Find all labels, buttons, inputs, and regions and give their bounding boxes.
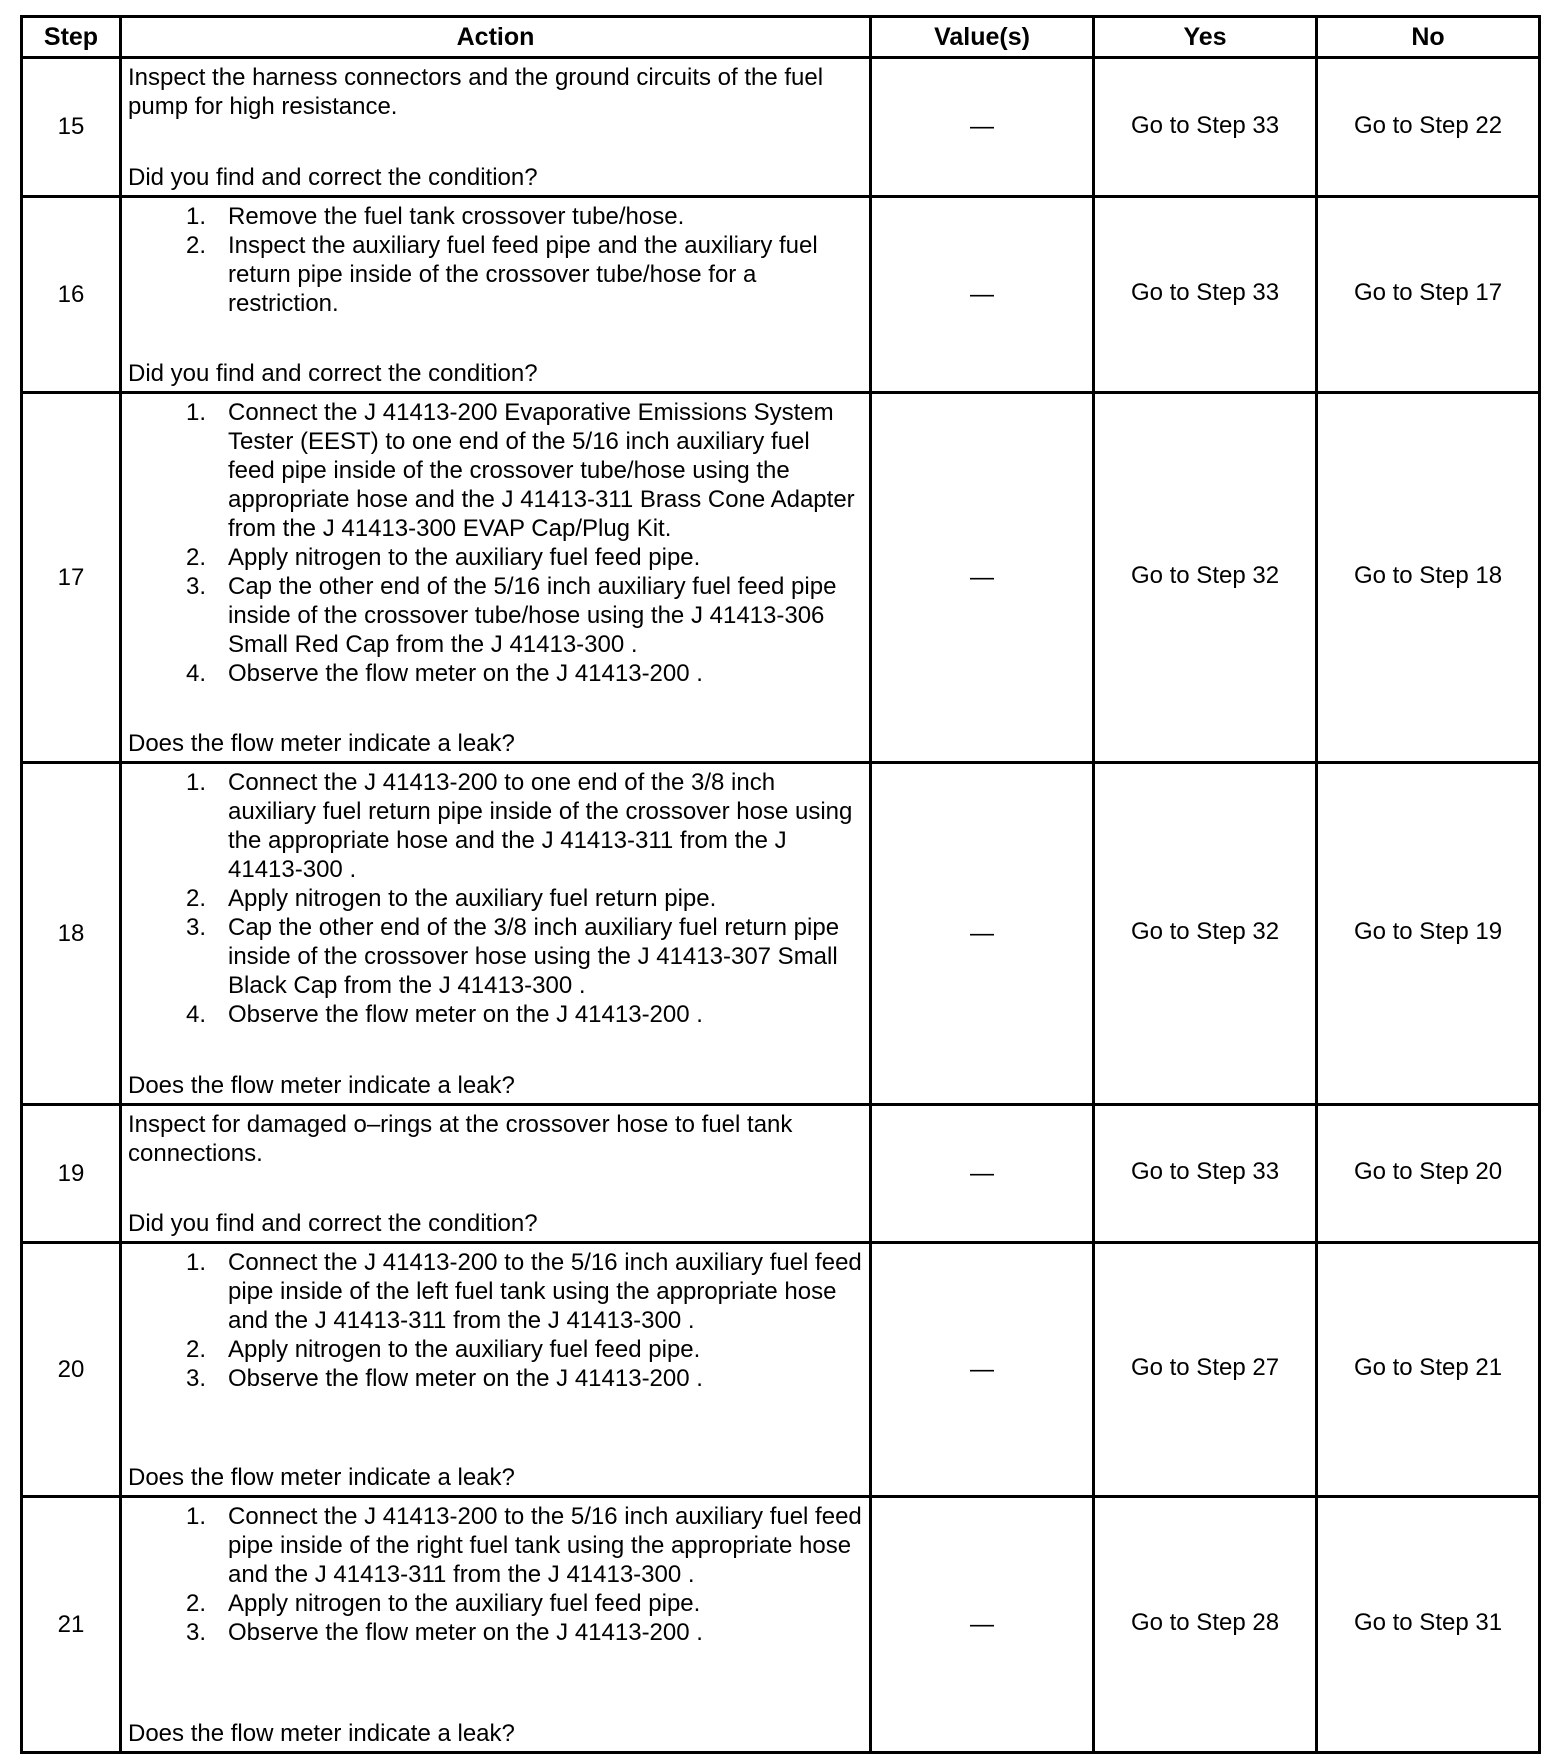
yes-go-to-step: Go to Step 28	[1130, 1609, 1280, 1636]
action-instructions	[128, 1110, 863, 1168]
action-content	[122, 198, 869, 391]
list-item-text: Observe the flow meter on the J 41413-200 .	[228, 660, 703, 687]
list-item-text: Connect the J 41413-200 to the 5/16 inch auxiliary fuel feed pipe inside of the right fuel tank using the appropriate hose and the J 41413-311 from the J 41413-300 .	[228, 1503, 862, 1588]
yes-go-to-step: Go to Step 33	[1130, 1158, 1280, 1185]
yes-cell	[1094, 197, 1317, 393]
step-number: 19	[22, 1105, 121, 1243]
action-content	[122, 59, 869, 195]
action-intro: Inspect the harness connectors and the ground circuits of the fuel pump for high resistance.	[128, 64, 824, 120]
action-cell	[121, 393, 871, 763]
yes-cell	[1094, 393, 1317, 763]
action-question: Did you find and correct the condition?	[128, 164, 538, 191]
action-instructions	[128, 398, 863, 688]
action-step-list	[128, 398, 863, 688]
table-row	[22, 197, 1540, 393]
action-instructions	[128, 1502, 863, 1647]
list-item-number: 1.	[185, 399, 206, 426]
table-row	[22, 1243, 1540, 1497]
list-item-number: 4.	[185, 1001, 206, 1028]
step-number: 21	[22, 1497, 121, 1753]
no-cell	[1317, 393, 1540, 763]
action-instructions	[128, 63, 863, 121]
yes-cell	[1094, 1105, 1317, 1243]
table-row	[22, 393, 1540, 763]
list-item	[128, 1000, 863, 1029]
action-instructions	[128, 1248, 863, 1393]
list-item-text: Connect the J 41413-200 Evaporative Emissions System Tester (EEST) to one end of the 5/16 inch auxiliary fuel feed pipe inside of the crossover tube/hose using the appropriate hose and the J 41413-311 Brass Cone Adapter from the J 41413-300 EVAP Cap/Plug Kit.	[228, 399, 855, 542]
list-item-text: Apply nitrogen to the auxiliary fuel feed pipe.	[228, 1336, 701, 1363]
header-action: Action	[121, 17, 871, 58]
table-row	[22, 58, 1540, 197]
list-item-number: 2.	[185, 1590, 206, 1617]
value-cell: —	[871, 1105, 1094, 1243]
list-item	[128, 398, 863, 543]
no-cell	[1317, 58, 1540, 197]
action-cell	[121, 1497, 871, 1753]
action-cell	[121, 763, 871, 1105]
list-item-text: Connect the J 41413-200 to the 5/16 inch auxiliary fuel feed pipe inside of the left fuel tank using the appropriate hose and the J 41413-311 from the J 41413-300 .	[228, 1249, 862, 1334]
list-item-number: 3.	[185, 573, 206, 600]
no-cell	[1317, 197, 1540, 393]
list-item-number: 3.	[185, 914, 206, 941]
list-item-text: Apply nitrogen to the auxiliary fuel feed pipe.	[228, 544, 701, 571]
no-go-to-step: Go to Step 22	[1353, 111, 1503, 139]
list-item-text: Observe the flow meter on the J 41413-200 .	[228, 1365, 703, 1392]
table-row	[22, 1105, 1540, 1243]
no-cell	[1317, 1497, 1540, 1753]
action-question: Does the flow meter indicate a leak?	[128, 1720, 515, 1747]
list-item	[128, 202, 863, 231]
header-no: No	[1317, 17, 1540, 58]
list-item-text: Cap the other end of the 3/8 inch auxiliary fuel return pipe inside of the crossover hose using the J 41413-307 Small Black Cap from the J 41413-300 .	[228, 914, 840, 999]
yes-cell	[1094, 1243, 1317, 1497]
value-cell: —	[871, 393, 1094, 763]
value-cell: —	[871, 1243, 1094, 1497]
list-item-number: 2.	[185, 232, 206, 259]
list-item-number: 3.	[185, 1619, 206, 1646]
step-number: 17	[22, 393, 121, 763]
no-go-to-step: Go to Step 21	[1353, 1354, 1503, 1381]
list-item	[128, 572, 863, 659]
no-go-to-step: Go to Step 31	[1353, 1609, 1503, 1636]
action-content	[122, 1106, 869, 1241]
table-row	[22, 763, 1540, 1105]
yes-cell	[1094, 1497, 1317, 1753]
action-cell	[121, 58, 871, 197]
action-step-list	[128, 202, 863, 318]
step-number: 15	[22, 58, 121, 197]
yes-cell	[1094, 763, 1317, 1105]
value-cell: —	[871, 58, 1094, 197]
list-item-number: 2.	[185, 544, 206, 571]
yes-go-to-step: Go to Step 32	[1130, 562, 1280, 589]
list-item-number: 2.	[185, 1336, 206, 1363]
list-item-text: Remove the fuel tank crossover tube/hose.	[228, 203, 685, 230]
action-question: Does the flow meter indicate a leak?	[128, 1072, 515, 1099]
list-item-text: Apply nitrogen to the auxiliary fuel feed pipe.	[228, 1590, 701, 1617]
list-item	[128, 913, 863, 1000]
list-item-text: Apply nitrogen to the auxiliary fuel return pipe.	[228, 885, 717, 912]
list-item-text: Cap the other end of the 5/16 inch auxiliary fuel feed pipe inside of the crossover tube/hose using the J 41413-306 Small Red Cap from the J 41413-300 .	[228, 573, 837, 658]
action-content	[122, 1498, 869, 1751]
action-step-list	[128, 1248, 863, 1393]
list-item	[128, 884, 863, 913]
list-item	[128, 1364, 863, 1393]
header-yes: Yes	[1094, 17, 1317, 58]
action-cell	[121, 1243, 871, 1497]
list-item	[128, 231, 863, 318]
list-item-text: Observe the flow meter on the J 41413-200 .	[228, 1619, 703, 1646]
list-item	[128, 659, 863, 688]
list-item-text: Inspect the auxiliary fuel feed pipe and the auxiliary fuel return pipe inside of the crossover tube/hose for a restriction.	[228, 232, 818, 317]
header-step: Step	[22, 17, 121, 58]
list-item	[128, 1335, 863, 1364]
no-go-to-step: Go to Step 20	[1353, 1158, 1503, 1185]
action-cell	[121, 1105, 871, 1243]
value-cell: —	[871, 197, 1094, 393]
list-item-text: Observe the flow meter on the J 41413-200 .	[228, 1001, 703, 1028]
yes-go-to-step: Go to Step 27	[1130, 1354, 1280, 1381]
yes-cell	[1094, 58, 1317, 197]
list-item	[128, 768, 863, 884]
action-question: Did you find and correct the condition?	[128, 1210, 538, 1237]
list-item-number: 1.	[185, 1503, 206, 1530]
no-go-to-step: Go to Step 17	[1353, 279, 1503, 306]
action-step-list	[128, 1502, 863, 1647]
list-item-text: Connect the J 41413-200 to one end of the 3/8 inch auxiliary fuel return pipe inside of the crossover hose using the appropriate hose and the J 41413-311 from the J 41413-300 .	[228, 769, 853, 883]
list-item-number: 1.	[185, 769, 206, 796]
list-item-number: 2.	[185, 885, 206, 912]
list-item-number: 3.	[185, 1365, 206, 1392]
action-cell	[121, 197, 871, 393]
diagnostic-table	[20, 15, 1541, 1754]
no-go-to-step: Go to Step 18	[1353, 562, 1503, 589]
no-go-to-step: Go to Step 19	[1353, 918, 1503, 945]
list-item-number: 4.	[185, 660, 206, 687]
header-values: Value(s)	[871, 17, 1094, 58]
list-item	[128, 1502, 863, 1589]
yes-go-to-step: Go to Step 33	[1130, 111, 1280, 139]
value-cell: —	[871, 1497, 1094, 1753]
step-number: 20	[22, 1243, 121, 1497]
list-item	[128, 1618, 863, 1647]
action-instructions	[128, 202, 863, 318]
action-question: Did you find and correct the condition?	[128, 360, 538, 387]
action-instructions	[128, 768, 863, 1029]
step-number: 18	[22, 763, 121, 1105]
table-body	[22, 58, 1540, 1753]
no-cell	[1317, 763, 1540, 1105]
action-content	[122, 394, 869, 761]
list-item	[128, 1248, 863, 1335]
action-content	[122, 1244, 869, 1495]
action-intro: Inspect for damaged o–rings at the crossover hose to fuel tank connections.	[128, 1111, 793, 1167]
action-content	[122, 764, 869, 1103]
list-item	[128, 1589, 863, 1618]
no-cell	[1317, 1105, 1540, 1243]
list-item-number: 1.	[185, 203, 206, 230]
header-row	[22, 17, 1540, 58]
action-question: Does the flow meter indicate a leak?	[128, 1464, 515, 1491]
action-step-list	[128, 768, 863, 1029]
no-cell	[1317, 1243, 1540, 1497]
value-cell: —	[871, 763, 1094, 1105]
step-number: 16	[22, 197, 121, 393]
action-question: Does the flow meter indicate a leak?	[128, 730, 515, 757]
yes-go-to-step: Go to Step 32	[1130, 918, 1280, 945]
list-item-number: 1.	[185, 1249, 206, 1276]
table-row	[22, 1497, 1540, 1753]
yes-go-to-step: Go to Step 33	[1130, 279, 1280, 306]
list-item	[128, 543, 863, 572]
